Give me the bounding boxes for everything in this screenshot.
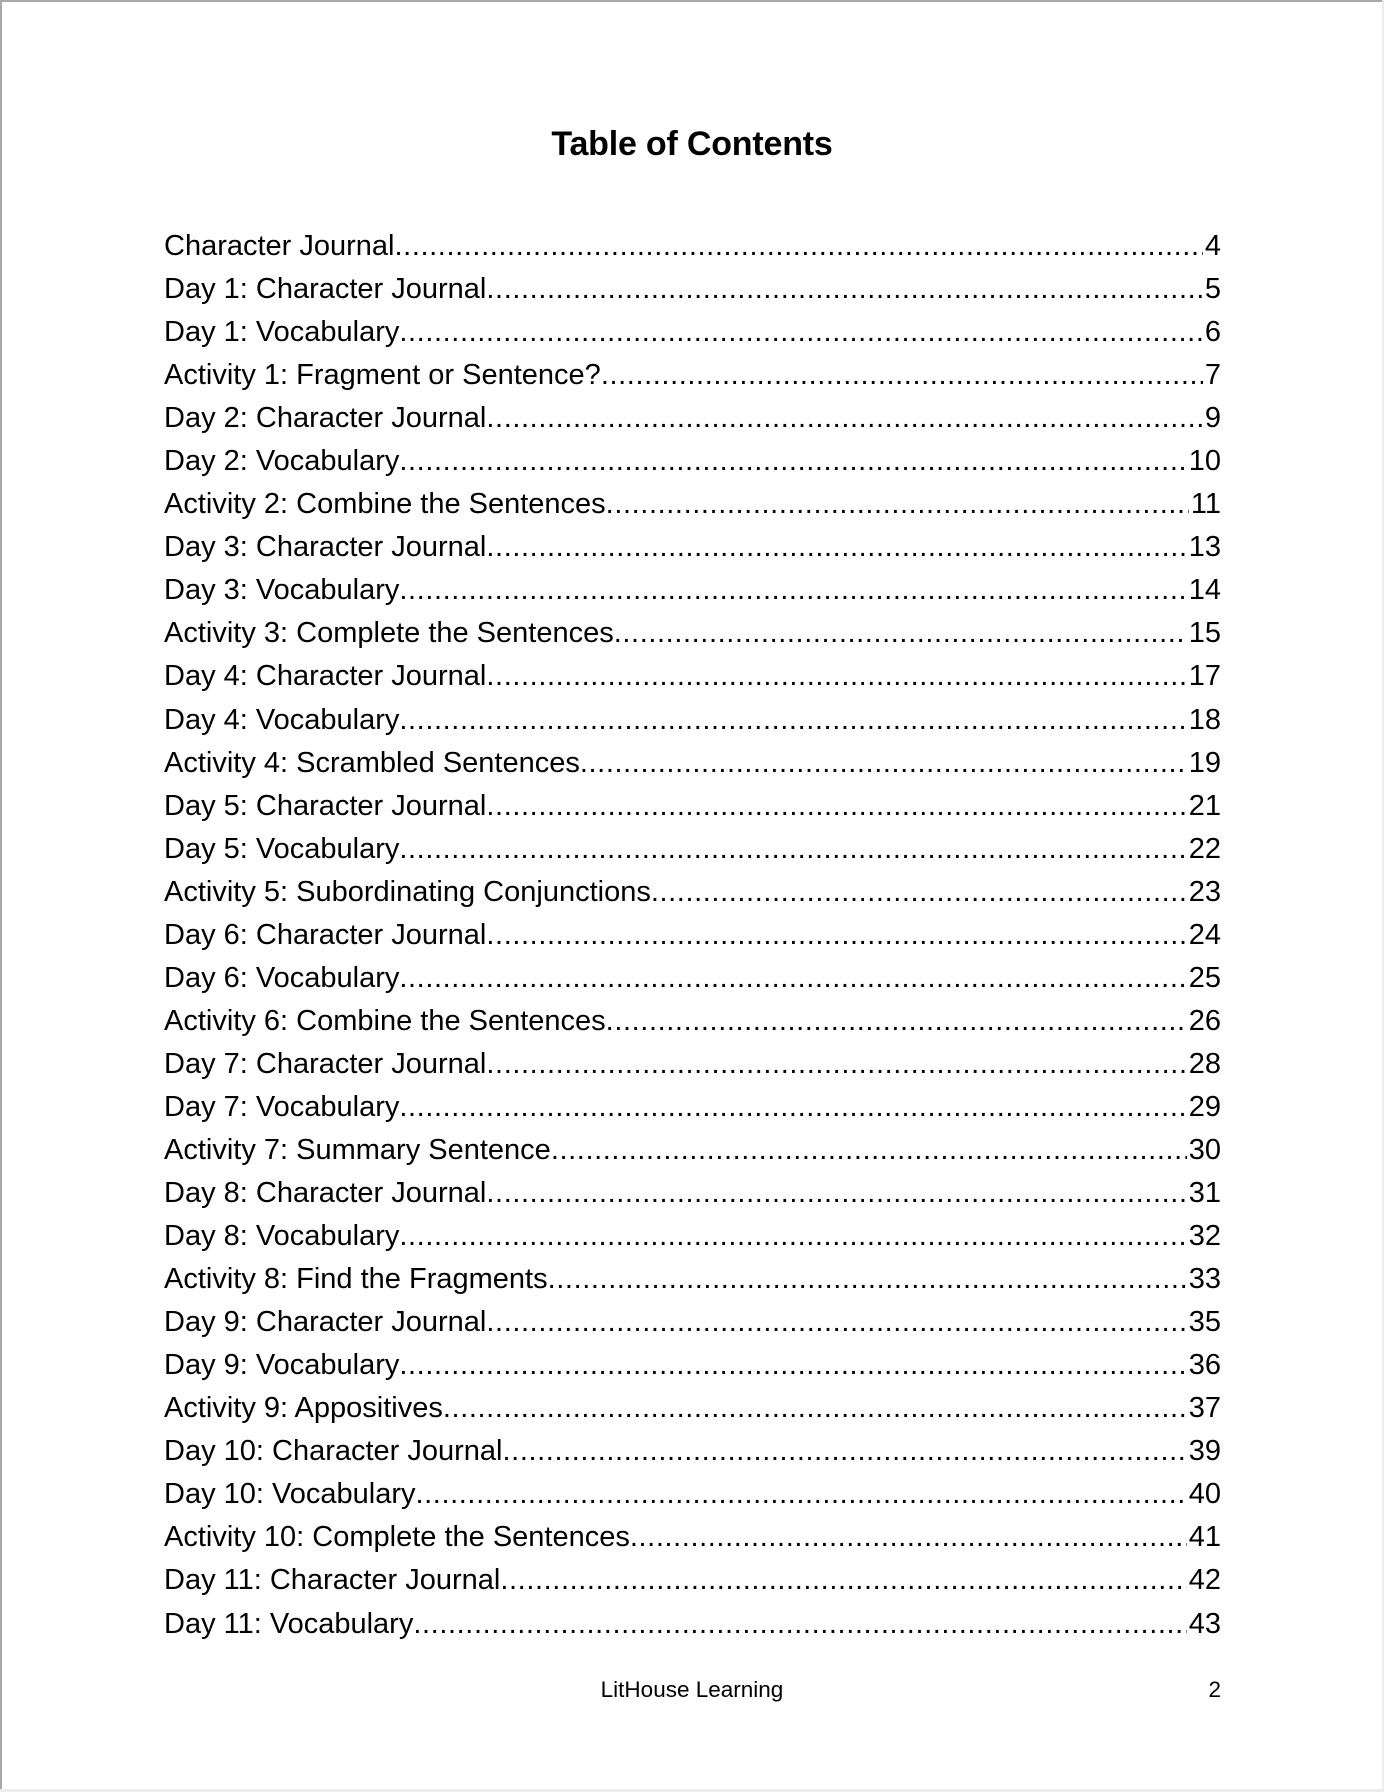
- dot-leader: [500, 1559, 1186, 1602]
- toc-entry[interactable]: [164, 440, 1221, 483]
- dot-leader: [486, 397, 1202, 440]
- toc-entry-page-number: 9: [1204, 402, 1221, 435]
- toc-entry-page-number: 18: [1188, 703, 1221, 736]
- dot-leader: [399, 1344, 1186, 1387]
- toc-entry-page-number: 43: [1188, 1607, 1221, 1640]
- toc-entry-label: Day 1: Vocabulary: [164, 316, 400, 349]
- dot-leader: [486, 655, 1186, 698]
- dot-leader: [580, 742, 1187, 785]
- toc-entry[interactable]: [164, 1559, 1221, 1602]
- toc-entry-label: Day 4: Character Journal: [164, 660, 487, 693]
- dot-leader: [399, 311, 1203, 354]
- dot-leader: [486, 268, 1202, 311]
- toc-entry-page-number: 5: [1204, 273, 1221, 306]
- dot-leader: [415, 1473, 1186, 1516]
- dot-leader: [503, 1430, 1187, 1473]
- dot-leader: [399, 440, 1186, 483]
- dot-leader: [551, 1129, 1187, 1172]
- toc-entry-label: Day 7: Vocabulary: [164, 1090, 400, 1123]
- toc-entry-page-number: 24: [1188, 918, 1221, 951]
- toc-entry-page-number: 42: [1188, 1564, 1221, 1597]
- page-title: Table of Contents: [551, 125, 833, 163]
- toc-entry-label: Day 7: Character Journal: [164, 1047, 487, 1080]
- toc-entry[interactable]: [164, 828, 1221, 871]
- toc-entry-page-number: 23: [1188, 875, 1221, 908]
- toc-entry[interactable]: [164, 785, 1221, 828]
- toc-entry-label: Day 5: Character Journal: [164, 789, 487, 822]
- toc-entry[interactable]: [164, 1172, 1221, 1215]
- toc-entry[interactable]: [164, 1430, 1221, 1473]
- toc-entry-page-number: 33: [1188, 1263, 1221, 1296]
- toc-entry-page-number: 41: [1188, 1521, 1221, 1554]
- toc-entry-page-number: 17: [1188, 660, 1221, 693]
- toc-entry-label: Activity 7: Summary Sentence: [164, 1133, 551, 1166]
- toc-entry-label: Day 4: Vocabulary: [164, 703, 400, 736]
- toc-entry-page-number: 35: [1188, 1306, 1221, 1339]
- toc-entry-page-number: 13: [1188, 531, 1221, 564]
- toc-entry[interactable]: [164, 1301, 1221, 1344]
- dot-leader: [399, 699, 1186, 742]
- toc-entry[interactable]: [164, 914, 1221, 957]
- dot-leader: [486, 785, 1186, 828]
- toc-entry-label: Day 10: Vocabulary: [164, 1478, 416, 1511]
- toc-entry-page-number: 22: [1188, 832, 1221, 865]
- toc-entry-page-number: 15: [1188, 617, 1221, 650]
- toc-entry-page-number: 26: [1188, 1004, 1221, 1037]
- toc-entry[interactable]: [164, 1129, 1221, 1172]
- toc-entry-label: Character Journal: [164, 230, 395, 262]
- toc-entry[interactable]: [164, 268, 1221, 311]
- toc-entry-label: Activity 8: Find the Fragments: [164, 1263, 548, 1296]
- dot-leader: [614, 612, 1187, 655]
- toc-entry[interactable]: [164, 612, 1221, 655]
- dot-leader: [486, 1301, 1186, 1344]
- dot-leader: [443, 1387, 1187, 1430]
- toc-entry-label: Activity 9: Appositives: [164, 1392, 443, 1425]
- toc-entry-label: Day 8: Character Journal: [164, 1177, 487, 1210]
- toc-entry-label: Day 8: Vocabulary: [164, 1220, 400, 1253]
- toc-entry-page-number: 29: [1188, 1090, 1221, 1123]
- dot-leader: [413, 1603, 1186, 1646]
- toc-entry-label: Day 5: Vocabulary: [164, 832, 400, 865]
- toc-entry-page-number: 6: [1204, 316, 1221, 349]
- toc-entry[interactable]: [164, 397, 1221, 440]
- toc-entry-page-number: 25: [1188, 961, 1221, 994]
- toc-entry[interactable]: [164, 354, 1221, 397]
- toc-entry[interactable]: [164, 483, 1221, 526]
- toc-entry[interactable]: [164, 1344, 1221, 1387]
- toc-entry-label: Activity 2: Combine the Sentences: [164, 488, 606, 521]
- toc-entry[interactable]: [164, 957, 1221, 1000]
- table-of-contents: [164, 225, 1221, 1646]
- toc-entry[interactable]: [164, 742, 1221, 785]
- dot-leader: [486, 1172, 1186, 1215]
- toc-entry-page-number: 14: [1188, 574, 1221, 607]
- toc-entry[interactable]: [164, 699, 1221, 742]
- toc-entry-label: Day 2: Vocabulary: [164, 445, 400, 478]
- toc-entry[interactable]: [164, 1516, 1221, 1559]
- toc-entry[interactable]: [164, 311, 1221, 354]
- dot-leader: [651, 871, 1187, 914]
- toc-entry-label: Activity 3: Complete the Sentences: [164, 617, 614, 650]
- toc-entry-label: Day 1: Character Journal: [164, 273, 487, 306]
- toc-entry[interactable]: [164, 1603, 1221, 1646]
- toc-entry-label: Day 3: Vocabulary: [164, 574, 400, 607]
- toc-entry-page-number: 10: [1188, 445, 1221, 478]
- dot-leader: [399, 957, 1186, 1000]
- dot-leader: [548, 1258, 1187, 1301]
- dot-leader: [486, 914, 1186, 957]
- toc-entry-label: Day 2: Character Journal: [164, 402, 487, 435]
- toc-entry[interactable]: [164, 1043, 1221, 1086]
- toc-entry-page-number: 28: [1188, 1047, 1221, 1080]
- toc-entry-label: Day 10: Character Journal: [164, 1435, 503, 1468]
- dot-leader: [606, 483, 1189, 526]
- dot-leader: [399, 828, 1186, 871]
- toc-entry-page-number: 11: [1190, 488, 1221, 521]
- toc-entry[interactable]: [164, 526, 1221, 569]
- footer-publisher: LitHouse Learning: [600, 1677, 784, 1702]
- toc-entry-label: Day 3: Character Journal: [164, 531, 487, 564]
- toc-entry-label: Day 6: Vocabulary: [164, 961, 400, 994]
- toc-entry-label: Day 11: Character Journal: [164, 1564, 501, 1597]
- toc-entry[interactable]: [164, 1086, 1221, 1129]
- toc-entry[interactable]: [164, 1473, 1221, 1516]
- toc-entry-page-number: 30: [1188, 1133, 1221, 1166]
- toc-entry-page-number: 37: [1188, 1392, 1221, 1425]
- toc-entry-page-number: 36: [1188, 1349, 1221, 1382]
- toc-entry-page-number: 31: [1188, 1177, 1221, 1210]
- toc-entry-label: Day 9: Vocabulary: [164, 1349, 400, 1382]
- toc-entry-page-number: 32: [1188, 1220, 1221, 1253]
- toc-entry[interactable]: [164, 1387, 1221, 1430]
- page-edge-top: [0, 0, 1384, 2]
- toc-entry[interactable]: [164, 569, 1221, 612]
- dot-leader: [399, 569, 1186, 612]
- dot-leader: [601, 354, 1203, 397]
- toc-entry-page-number: 21: [1188, 789, 1221, 822]
- dot-leader: [630, 1516, 1187, 1559]
- toc-entry-label: Day 6: Character Journal: [164, 918, 487, 951]
- dot-leader: [486, 526, 1186, 569]
- toc-entry-page-number: 19: [1188, 746, 1221, 779]
- toc-entry[interactable]: [164, 1215, 1221, 1258]
- dot-leader: [486, 1043, 1186, 1086]
- toc-entry-label: Activity 1: Fragment or Sentence?: [164, 359, 601, 392]
- toc-entry-page-number: 4: [1204, 230, 1221, 262]
- toc-entry-page-number: 7: [1204, 359, 1221, 392]
- toc-entry[interactable]: [164, 1000, 1221, 1043]
- footer-page-number: 2: [1208, 1677, 1221, 1702]
- toc-entry[interactable]: [164, 871, 1221, 914]
- dot-leader: [606, 1000, 1187, 1043]
- toc-entry-page-number: 39: [1188, 1435, 1221, 1468]
- toc-entry-label: Activity 5: Subordinating Conjunctions: [164, 875, 651, 908]
- toc-entry-label: Day 9: Character Journal: [164, 1306, 487, 1339]
- page-edge-left: [0, 0, 2, 1792]
- toc-entry-page-number: 40: [1188, 1478, 1221, 1511]
- toc-entry-label: Day 11: Vocabulary: [164, 1607, 414, 1640]
- dot-leader: [399, 1086, 1186, 1129]
- toc-entry[interactable]: [164, 1258, 1221, 1301]
- dot-leader: [395, 225, 1203, 268]
- toc-entry[interactable]: [164, 225, 1221, 268]
- toc-entry[interactable]: [164, 655, 1221, 698]
- toc-entry-label: Activity 6: Combine the Sentences: [164, 1004, 606, 1037]
- dot-leader: [399, 1215, 1186, 1258]
- toc-entry-label: Activity 10: Complete the Sentences: [164, 1521, 630, 1554]
- toc-entry-label: Activity 4: Scrambled Sentences: [164, 746, 580, 779]
